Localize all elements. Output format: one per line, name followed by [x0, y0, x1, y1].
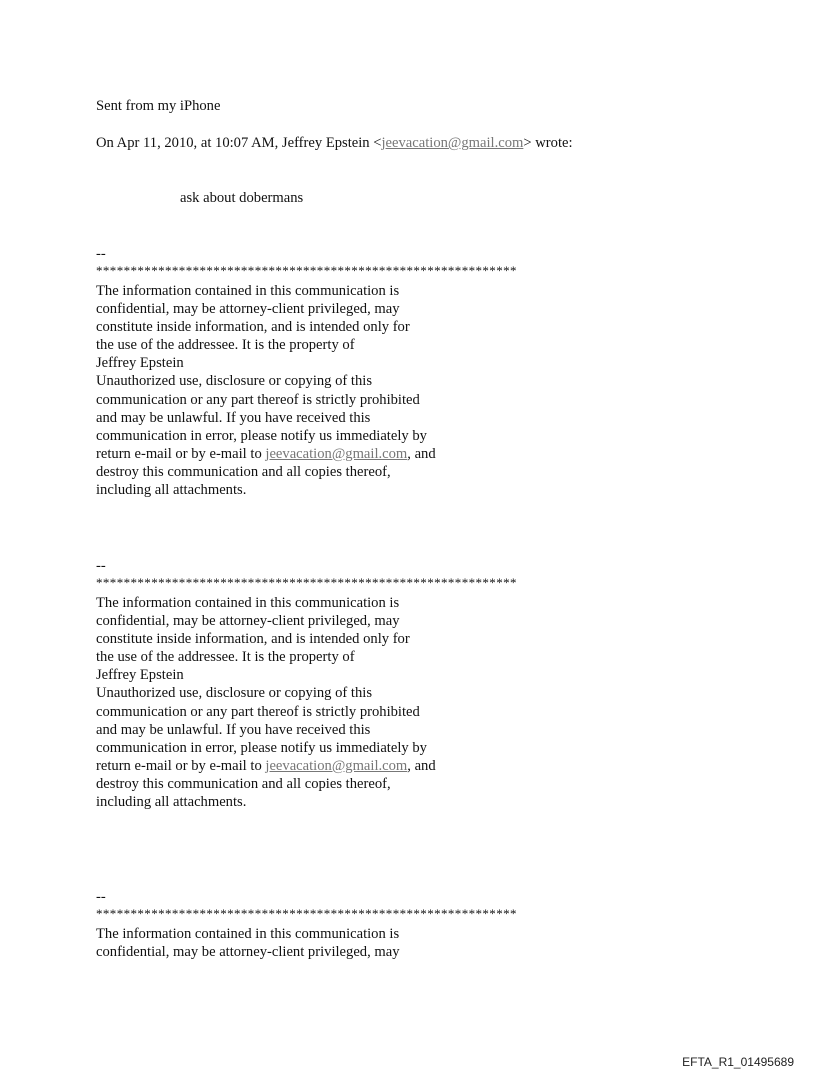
quote-header-prefix: On Apr 11, 2010, at 10:07 AM, Jeffrey Epstein <	[96, 135, 382, 151]
disclaimer-line: Unauthorized use, disclosure or copying of this	[96, 373, 373, 390]
signature-stars: *************************************************************	[96, 575, 517, 590]
disclaimer-line: and may be unlawful. If you have received this	[96, 409, 371, 426]
disclaimer-line: the use of the addressee. It is the property of	[96, 649, 355, 666]
return-line-suffix: , and	[407, 757, 436, 774]
disclaimer-line: destroy this communication and all copies thereof,	[96, 775, 391, 792]
disclaimer-line: destroy this communication and all copies thereof,	[96, 463, 391, 480]
disclaimer-block	[96, 282, 436, 499]
disclaimer-block	[96, 925, 400, 961]
return-line-suffix: , and	[407, 445, 436, 462]
disclaimer-line: Unauthorized use, disclosure or copying of this	[96, 685, 373, 702]
signature-stars: *************************************************************	[96, 906, 517, 921]
disclaimer-line: and may be unlawful. If you have received this	[96, 721, 371, 738]
quote-header	[96, 134, 573, 152]
return-line-prefix: return e-mail or by e-mail to	[96, 757, 266, 774]
disclaimer-line: constitute inside information, and is intended only for	[96, 631, 410, 648]
disclaimer-line: communication or any part thereof is strictly prohibited	[96, 391, 420, 408]
disclaimer-line: confidential, may be attorney-client privileged, may	[96, 301, 400, 318]
disclaimer-email-link[interactable]: jeevacation@gmail.com	[265, 445, 408, 462]
signature-dash: --	[96, 558, 106, 574]
disclaimer-return-line	[96, 757, 436, 775]
disclaimer-block	[96, 594, 436, 811]
return-line-prefix: return e-mail or by e-mail to	[96, 445, 266, 462]
sender-email-link[interactable]: jeevacation@gmail.com	[381, 135, 524, 151]
quote-header-suffix: > wrote:	[523, 135, 573, 151]
disclaimer-line: Jeffrey Epstein	[96, 355, 184, 372]
disclaimer-line: including all attachments.	[96, 794, 247, 811]
disclaimer-line: constitute inside information, and is intended only for	[96, 319, 410, 336]
disclaimer-line: The information contained in this communication is	[96, 595, 400, 611]
signature-dash: --	[96, 246, 106, 262]
disclaimer-line: communication in error, please notify us immediately by	[96, 427, 427, 444]
disclaimer-line: Jeffrey Epstein	[96, 667, 184, 684]
sent-from-line: Sent from my iPhone	[96, 98, 221, 114]
disclaimer-line: including all attachments.	[96, 482, 247, 499]
signature-dash: --	[96, 889, 106, 905]
disclaimer-line: The information contained in this communication is	[96, 283, 400, 299]
disclaimer-line: confidential, may be attorney-client privileged, may	[96, 613, 400, 630]
disclaimer-return-line	[96, 445, 436, 463]
disclaimer-line: communication in error, please notify us immediately by	[96, 739, 427, 756]
document-id: EFTA_R1_01495689	[682, 1055, 794, 1069]
signature-stars: *************************************************************	[96, 263, 517, 278]
message-body: ask about dobermans	[180, 190, 304, 206]
disclaimer-line: confidential, may be attorney-client privileged, may	[96, 944, 400, 961]
disclaimer-line: the use of the addressee. It is the property of	[96, 337, 355, 354]
disclaimer-email-link[interactable]: jeevacation@gmail.com	[265, 757, 408, 774]
disclaimer-line: communication or any part thereof is strictly prohibited	[96, 703, 420, 720]
disclaimer-line: The information contained in this communication is	[96, 926, 400, 942]
